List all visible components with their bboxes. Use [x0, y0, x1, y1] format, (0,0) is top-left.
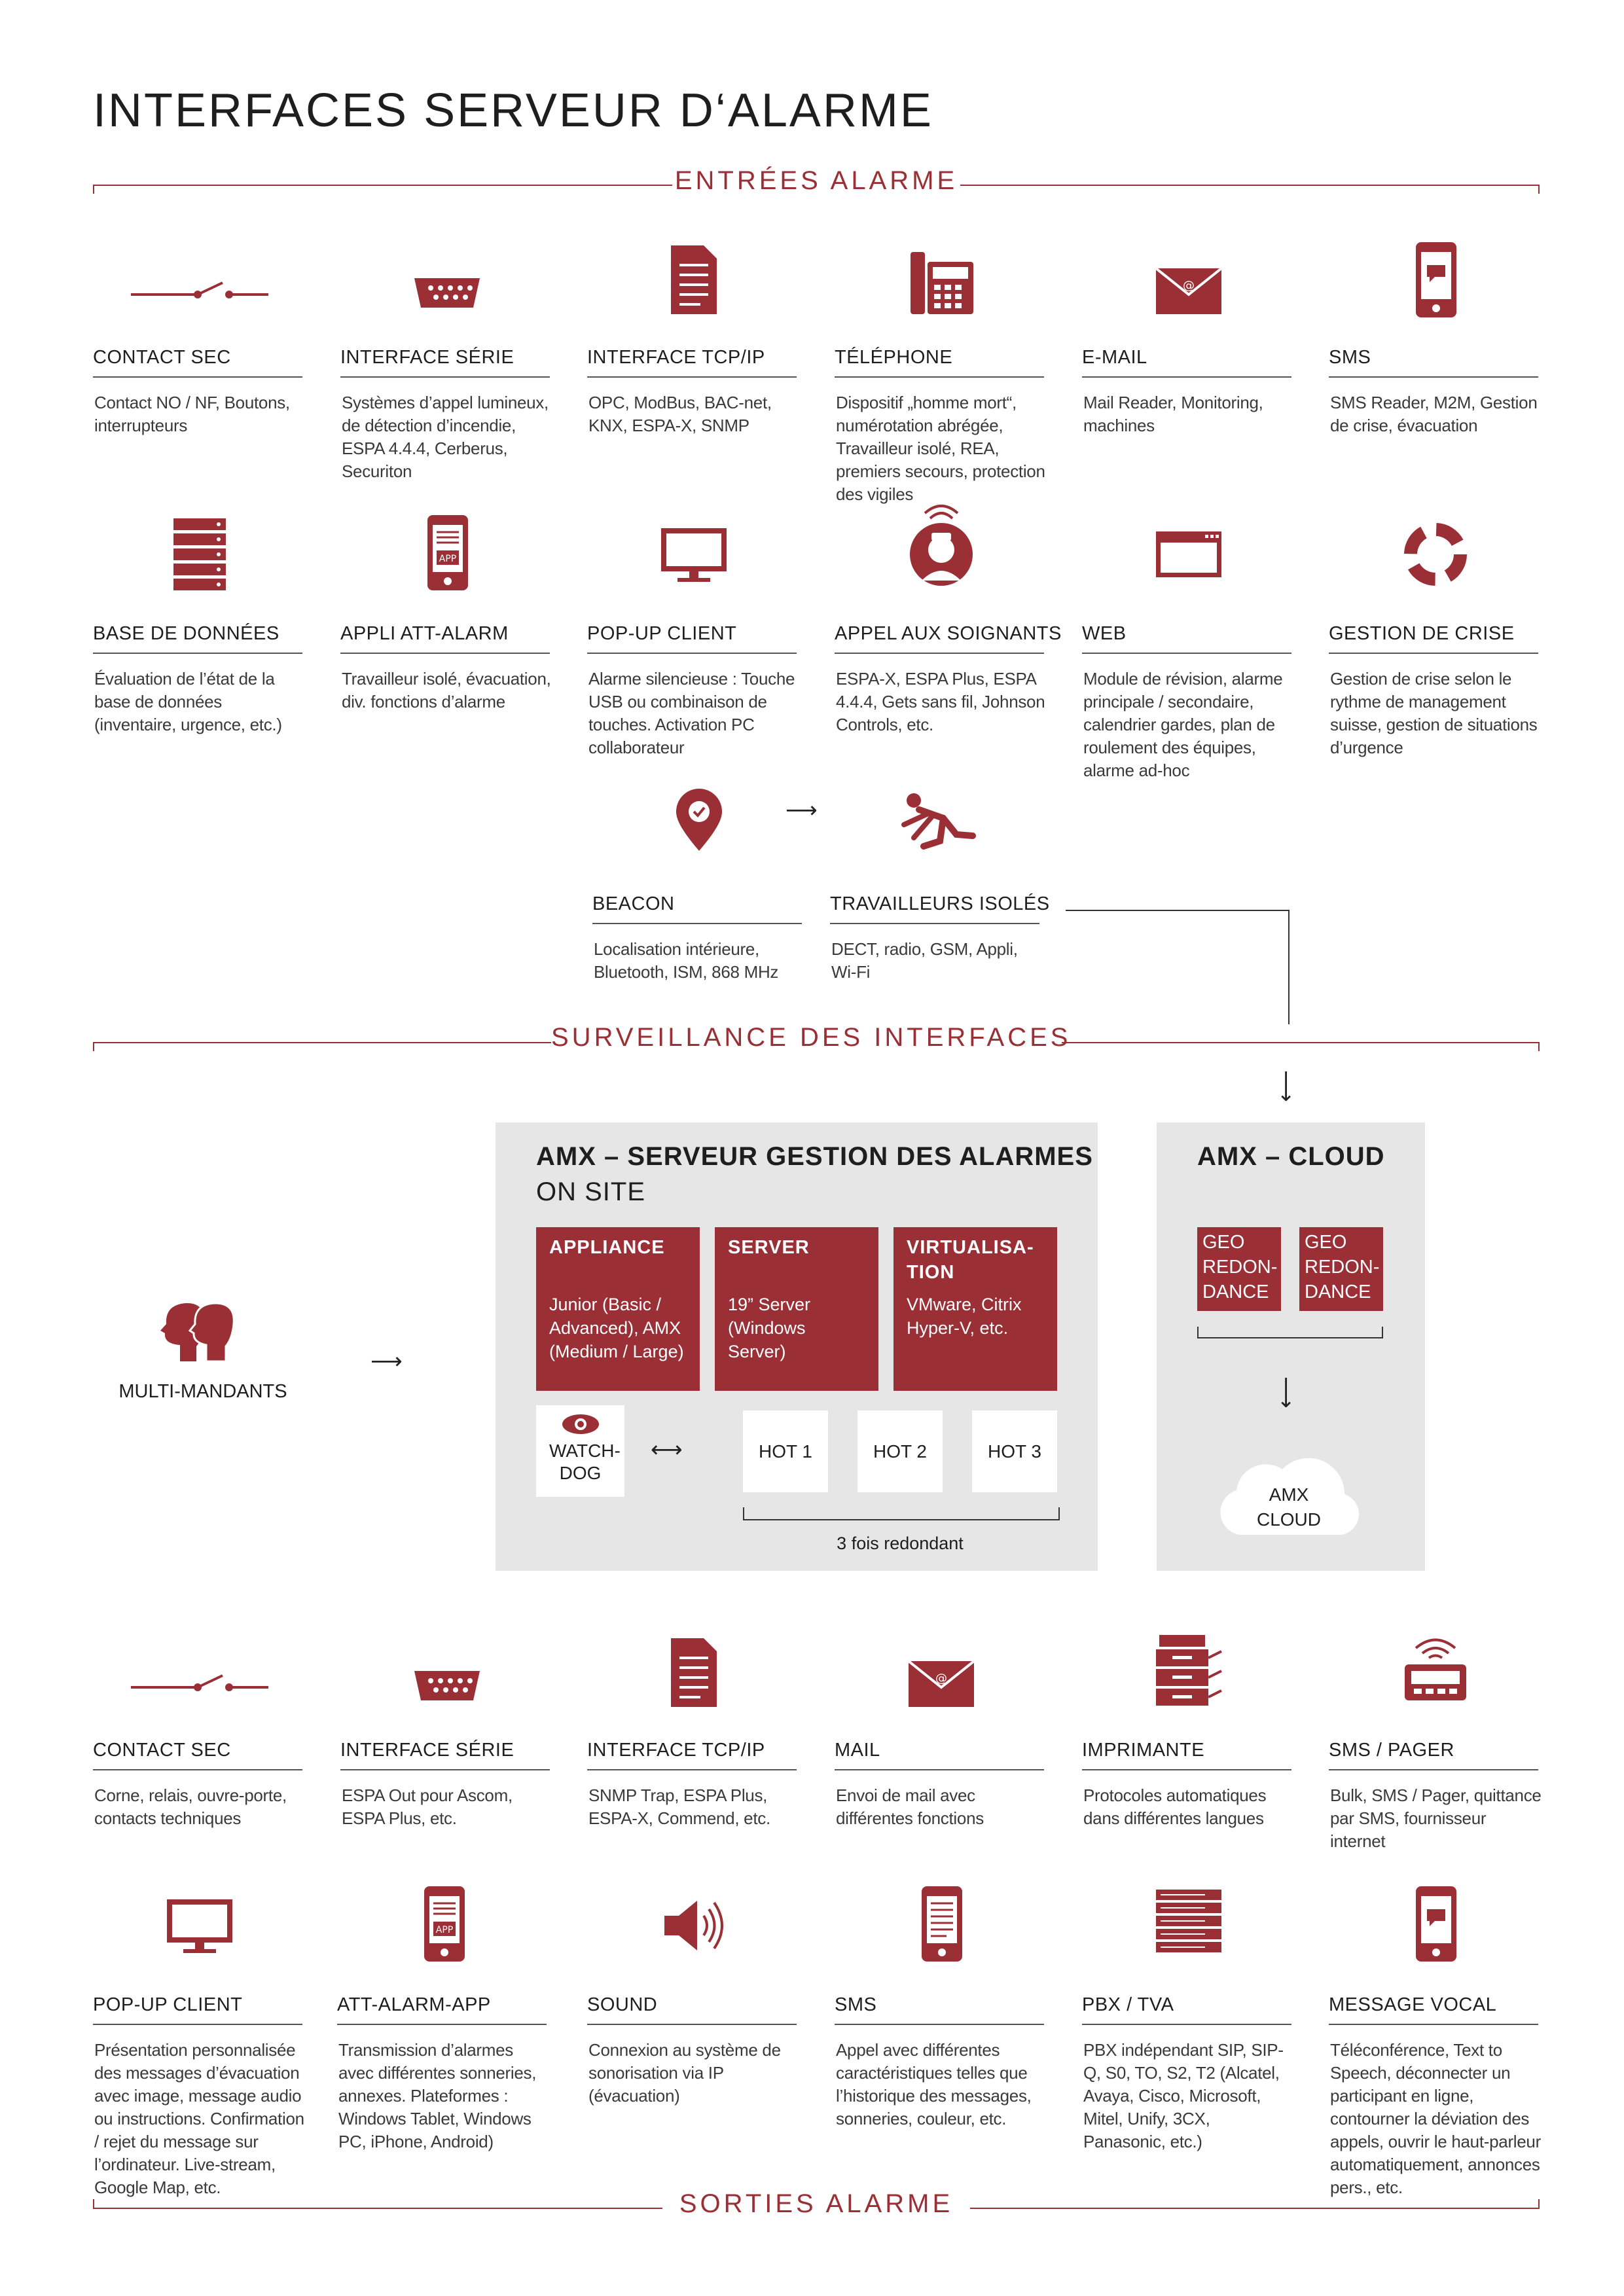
item-label: BASE DE DONNÉES	[93, 623, 280, 644]
serial-port-icon	[340, 1635, 553, 1713]
section-tick	[1538, 1042, 1540, 1051]
item-description: Systèmes d’appel lumineux, de détection d’incendie, ESPA 4.4.4, Cerberus, Securiton	[342, 393, 549, 481]
document-icon	[587, 1635, 800, 1713]
item-label: APPLI ATT-ALARM	[340, 623, 509, 644]
serial-port-icon	[340, 242, 553, 321]
item-rule	[1082, 2024, 1291, 2025]
multi-label: MULTI-MANDANTS	[118, 1381, 287, 1402]
item-description: Dispositif „homme mort“, numérotation abrégée, Travailleur isolé, REA, premiers secours, protection des vigiles	[836, 393, 1045, 504]
document-icon	[587, 242, 800, 321]
item-description: Contact NO / NF, Boutons, interrupteurs	[94, 393, 290, 435]
item-description: Gestion de crise selon le rythme de management suisse, gestion de situations d’urgence	[1330, 669, 1538, 757]
item-rule	[1329, 653, 1538, 654]
item-label: INTERFACE TCP/IP	[587, 1740, 765, 1761]
item-label: CONTACT SEC	[93, 1740, 231, 1761]
item-rule	[835, 376, 1044, 378]
cloud-panel	[1157, 1122, 1425, 1571]
bracket	[1197, 1327, 1383, 1338]
item-description: Transmission d’alarmes avec différentes sonneries, annexes. Plateformes : Windows Tablet, Windows PC, iPhone, Android)	[338, 2040, 537, 2151]
item-label: CONTACT SEC	[93, 347, 231, 368]
section-rule	[93, 185, 672, 186]
item-rule	[587, 1769, 797, 1770]
item-description: Bulk, SMS / Pager, quittance par SMS, fournisseur internet	[1330, 1785, 1542, 1851]
item-description: SMS Reader, M2M, Gestion de crise, évacuation	[1330, 393, 1538, 435]
printer-icon	[1082, 1635, 1295, 1713]
item-rule	[93, 376, 302, 378]
mobile-phone-icon	[1329, 242, 1542, 321]
item-rule	[340, 1769, 550, 1770]
heads-icon	[157, 1299, 242, 1365]
appliance-box	[536, 1227, 700, 1391]
box-text: VMware, Citrix Hyper-V, etc.	[907, 1295, 1022, 1338]
item-label: INTERFACE SÉRIE	[340, 347, 514, 368]
item-label: INTERFACE TCP/IP	[587, 347, 765, 368]
box-heading: APPLIANCE	[549, 1237, 665, 1258]
nurse-call-icon	[835, 518, 1047, 597]
section-rule	[970, 2208, 1540, 2209]
item-label: E-MAIL	[1082, 347, 1147, 368]
item-description: Appel avec différentes caractéristiques telles que l’historique des messages, sonneries, couleur, etc.	[836, 2040, 1032, 2128]
envelope-icon	[1082, 242, 1295, 321]
item-rule	[1082, 1769, 1291, 1770]
item-rule	[1082, 653, 1291, 654]
item-rule	[340, 653, 550, 654]
item-description: Mail Reader, Monitoring, machines	[1083, 393, 1263, 435]
location-pin-icon	[592, 789, 805, 867]
svg-text:@: @	[1182, 279, 1195, 293]
item-rule	[93, 1769, 302, 1770]
item-label: APPEL AUX SOIGNANTS	[835, 623, 1062, 644]
item-description: Évaluation de l’état de la base de données (inventaire, urgence, etc.)	[94, 669, 282, 734]
item-description: Présentation personnalisée des messages d’évacuation avec image, message audio ou instructions. Confirmation / rejet du message sur l’ordinateur. Live-stream, Google Map, etc.	[94, 2040, 304, 2197]
section-title-monitoring: SURVEILLANCE DES INTERFACES	[551, 1023, 1072, 1052]
svg-text:APP: APP	[435, 1925, 453, 1935]
arrow-right: ⟶	[785, 798, 818, 823]
monitor-icon	[587, 518, 800, 597]
arrow-down: ⟶	[1274, 1376, 1299, 1408]
item-rule	[587, 376, 797, 378]
section-rule	[960, 185, 1540, 186]
geo-redundance-box	[1299, 1227, 1383, 1311]
geo-label: GEO REDON-DANCE	[1202, 1232, 1278, 1302]
item-label: ATT-ALARM-APP	[337, 1994, 491, 2015]
cloud-title: AMX – CLOUD	[1197, 1142, 1385, 1171]
box-heading: VIRTUALISA-TION	[907, 1237, 1034, 1283]
item-label: PBX / TVA	[1082, 1994, 1174, 2015]
pager-icon	[1329, 1635, 1542, 1713]
virtualisation-box	[893, 1227, 1057, 1391]
item-label: POP-UP CLIENT	[93, 1994, 243, 2015]
item-label: SMS	[1329, 347, 1371, 368]
item-description: SNMP Trap, ESPA Plus, ESPA-X, Commend, etc.	[588, 1785, 770, 1828]
item-rule	[592, 923, 802, 924]
hot-box: HOT 3	[972, 1410, 1057, 1492]
section-tick	[1538, 185, 1540, 194]
server-panel	[496, 1122, 1098, 1571]
section-tick	[93, 1042, 94, 1051]
item-label: INTERFACE SÉRIE	[340, 1740, 514, 1761]
item-rule	[1082, 376, 1291, 378]
box-text: Junior (Basic / Advanced), AMX (Medium / Large)	[549, 1295, 684, 1361]
item-label: POP-UP CLIENT	[587, 623, 737, 644]
item-rule	[587, 653, 797, 654]
section-tick	[93, 185, 94, 194]
item-label: TÉLÉPHONE	[835, 347, 953, 368]
hot-box: HOT 2	[857, 1410, 943, 1492]
item-label: MAIL	[835, 1740, 880, 1761]
item-rule	[1329, 1769, 1538, 1770]
bracket	[743, 1507, 1060, 1520]
item-rule	[337, 2024, 547, 2025]
envelope-icon	[835, 1635, 1047, 1713]
geo-redundance-box	[1197, 1227, 1281, 1311]
item-description: Corne, relais, ouvre-porte, contacts techniques	[94, 1785, 287, 1828]
item-label: SMS / PAGER	[1329, 1740, 1454, 1761]
item-description: Protocoles automatiques dans différentes langues	[1083, 1785, 1267, 1828]
switch-icon	[93, 1635, 306, 1713]
speaker-icon	[587, 1890, 800, 1968]
item-description: ESPA-X, ESPA Plus, ESPA 4.4.4, Gets sans fil, Johnson Controls, etc.	[836, 669, 1045, 734]
svg-text:APP: APP	[439, 554, 456, 564]
item-description: Travailleur isolé, évacuation, div. fonctions d’alarme	[342, 669, 551, 711]
mobile-text-icon	[835, 1890, 1047, 1968]
watchdog-label: WATCH-DOG	[549, 1441, 621, 1483]
item-description: Localisation intérieure, Bluetooth, ISM, 868 MHz	[594, 939, 779, 982]
eye-icon	[561, 1413, 600, 1435]
mobile-phone-icon	[1329, 1890, 1542, 1968]
redundant-label: 3 fois redondant	[837, 1534, 964, 1553]
arrow-down: ⟶	[1274, 1070, 1299, 1102]
geo-label: GEO REDON-DANCE	[1305, 1232, 1380, 1302]
app-phone-icon	[337, 1890, 550, 1968]
monitor-icon	[93, 1890, 306, 1968]
item-label: SMS	[835, 1994, 877, 2015]
server-title: AMX – SERVEUR GESTION DES ALARMES	[536, 1142, 1093, 1171]
cloud-label: AMX CLOUD	[1256, 1484, 1321, 1530]
section-title-inputs: ENTRÉES ALARME	[674, 166, 958, 195]
section-tick	[1538, 2199, 1540, 2208]
item-label: BEACON	[592, 893, 675, 914]
item-description: ESPA Out pour Ascom, ESPA Plus, etc.	[342, 1785, 513, 1828]
item-rule	[835, 1769, 1044, 1770]
item-rule	[587, 2024, 797, 2025]
item-rule	[1329, 376, 1538, 378]
box-heading: SERVER	[728, 1237, 810, 1258]
item-rule	[340, 376, 550, 378]
app-phone-icon	[340, 518, 553, 597]
item-label: SOUND	[587, 1994, 658, 2015]
falling-person-icon	[830, 789, 1043, 867]
item-description: OPC, ModBus, BAC-net, KNX, ESPA-X, SNMP	[588, 393, 772, 435]
item-description: Alarme silencieuse : Touche USB ou combinaison de touches. Activation PC collaborateur	[588, 669, 795, 757]
item-description: Module de révision, alarme principale / secondaire, calendrier gardes, plan de roulement des équipes, alarme ad-hoc	[1083, 669, 1283, 780]
item-rule	[835, 2024, 1044, 2025]
section-rule	[93, 1042, 551, 1043]
item-description: DECT, radio, GSM, Appli, Wi-Fi	[831, 939, 1018, 982]
connector-line	[1066, 910, 1290, 911]
section-tick	[93, 2199, 94, 2208]
server-rack-icon	[1082, 1890, 1295, 1968]
svg-text:@: @	[935, 1672, 947, 1685]
item-description: Connexion au système de sonorisation via IP (évacuation)	[588, 2040, 781, 2106]
hot-box: HOT 1	[743, 1410, 828, 1492]
section-title-outputs: SORTIES ALARME	[679, 2189, 954, 2218]
switch-icon	[93, 242, 306, 321]
cycle-icon	[1329, 518, 1542, 597]
connector-line	[1288, 910, 1290, 1024]
item-label: GESTION DE CRISE	[1329, 623, 1515, 644]
arrow-right: ⟶	[370, 1349, 403, 1374]
browser-window-icon	[1082, 518, 1295, 597]
item-description: Téléconférence, Text to Speech, déconnecter un participant en ligne, contourner la déviation des appels, ouvrir le haut-parleur automatiquement, annonces pers., etc.	[1330, 2040, 1541, 2197]
box-text: 19” Server (Windows Server)	[728, 1295, 811, 1361]
database-icon	[93, 518, 306, 597]
item-description: Envoi de mail avec différentes fonctions	[836, 1785, 984, 1828]
page-title: INTERFACES SERVEUR D‘ALARME	[93, 84, 933, 137]
item-rule	[93, 653, 302, 654]
item-rule	[1329, 2024, 1538, 2025]
desk-phone-icon	[835, 242, 1047, 321]
item-description: PBX indépendant SIP, SIP-Q, S0, TO, S2, T2 (Alcatel, Avaya, Cisco, Microsoft, Mitel, Unify, 3CX, Panasonic, etc.)	[1083, 2040, 1284, 2151]
section-rule	[93, 2208, 662, 2209]
section-rule	[1062, 1042, 1540, 1043]
item-rule	[835, 653, 1044, 654]
item-label: MESSAGE VOCAL	[1329, 1994, 1497, 2015]
item-label: WEB	[1082, 623, 1127, 644]
server-subtitle: ON SITE	[536, 1177, 646, 1206]
item-rule	[93, 2024, 302, 2025]
item-rule	[830, 923, 1039, 924]
item-label: IMPRIMANTE	[1082, 1740, 1205, 1761]
server-box	[715, 1227, 878, 1391]
bidirectional-arrow: ⟷	[651, 1437, 683, 1462]
watchdog-box	[536, 1405, 624, 1497]
item-label: TRAVAILLEURS ISOLÉS	[830, 893, 1050, 914]
